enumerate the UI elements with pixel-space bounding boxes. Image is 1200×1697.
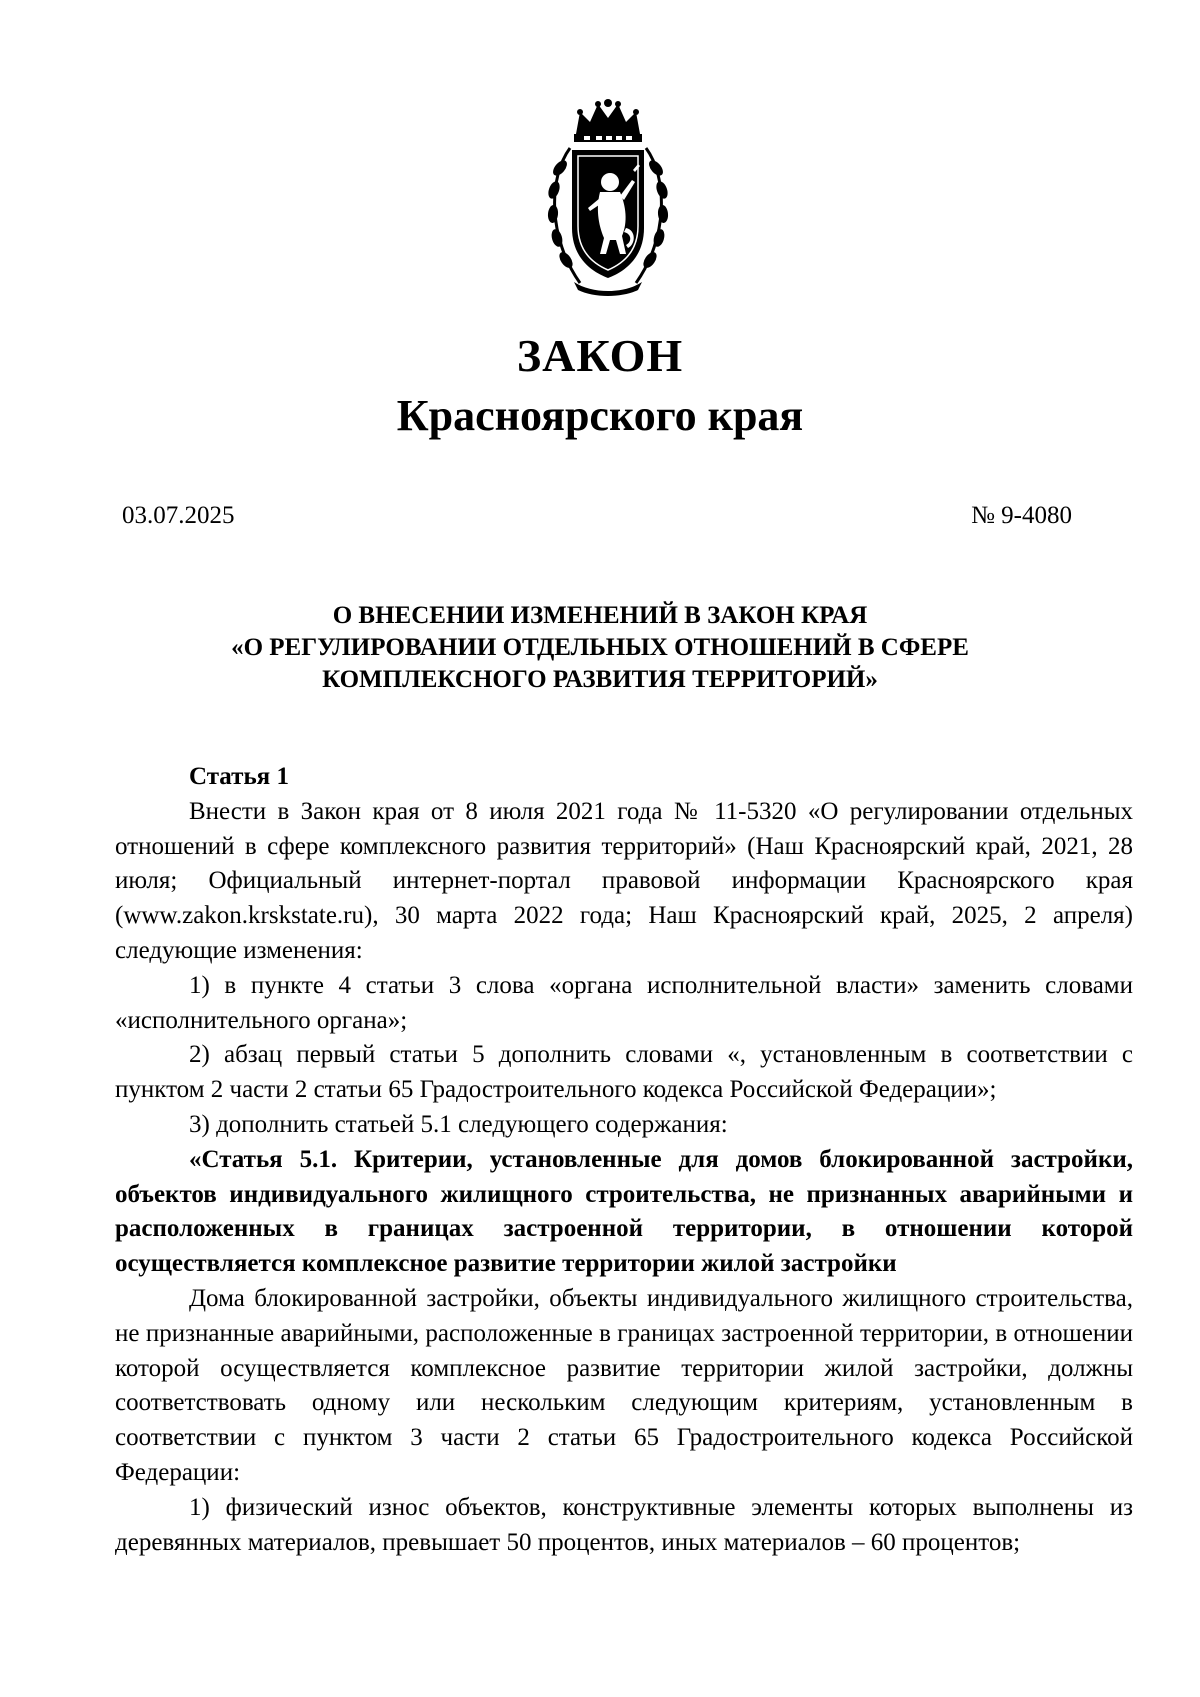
new-article-paragraph: Дома блокированной застройки, объекты индивидуального жилищного строительства, не признанные аварийными, расположенные в границах застроенной территории, в отношении которой осуществляется комплексное развитие территории жилой застройки, должны соответствовать одному или нескольким следующим критериям, установленным в соответствии с пунктом 3 части 2 статьи 65 Градостроительного кодекса Российской Федерации: — [115, 1284, 1133, 1486]
amendment-item-3: 3) дополнить статьей 5.1 следующего содержания: — [189, 1110, 728, 1138]
amendment-item-2: 2) абзац первый статьи 5 дополнить словами «, установленным в соответствии с пунктом 2 части 2 статьи 65 Градостроительного кодекса Российской Федерации»; — [115, 1041, 1133, 1104]
document-body — [115, 760, 1133, 1560]
amendment-item-1: 1) в пункте 4 статьи 3 слова «органа исполнительной власти» заменить словами «исполнительного органа»; — [115, 971, 1133, 1034]
law-date: 03.07.2025 — [122, 502, 235, 529]
coat-of-arms-emblem — [540, 98, 676, 298]
law-word: ЗАКОН — [516, 330, 684, 381]
article-intro-paragraph: Внести в Закон края от 8 июля 2021 года № 11-5320 «О регулировании отдельных отношений в сфере комплексного развития территорий» (Наш Красноярский край, 2021, 28 июля; Официальный интернет-портал правовой информации Красноярского края (www.zakon.krskstate.ru), 30 марта 2022 года; Наш Красноярский край, 2025, 2 апреля) следующие изменения: — [115, 797, 1133, 964]
document-title-line: О ВНЕСЕНИИ ИЗМЕНЕНИЙ В ЗАКОН КРАЯ — [332, 602, 868, 629]
document-title-line: «О РЕГУЛИРОВАНИИ ОТДЕЛЬНЫХ ОТНОШЕНИЙ В СФЕРЕ — [231, 634, 969, 661]
document-title-line: КОМПЛЕКСНОГО РАЗВИТИЯ ТЕРРИТОРИЙ» — [322, 666, 878, 693]
region-name: Красноярского края — [396, 391, 804, 440]
law-number: № 9-4080 — [971, 502, 1072, 529]
criterion-item-1: 1) физический износ объектов, конструктивные элементы которых выполнены из деревянных материалов, превышает 50 процентов, иных материалов – 60 процентов; — [115, 1493, 1133, 1556]
new-article-heading: «Статья 5.1. Критерии, установленные для домов блокированной застройки, объектов индивидуального жилищного строительства, не признанных аварийными и расположенных в границах застроенной территории, в отношении которой осуществляется комплексное развитие территории жилой застройки — [115, 1145, 1133, 1278]
article-heading: Статья 1 — [189, 763, 289, 790]
document-title — [0, 600, 1200, 696]
